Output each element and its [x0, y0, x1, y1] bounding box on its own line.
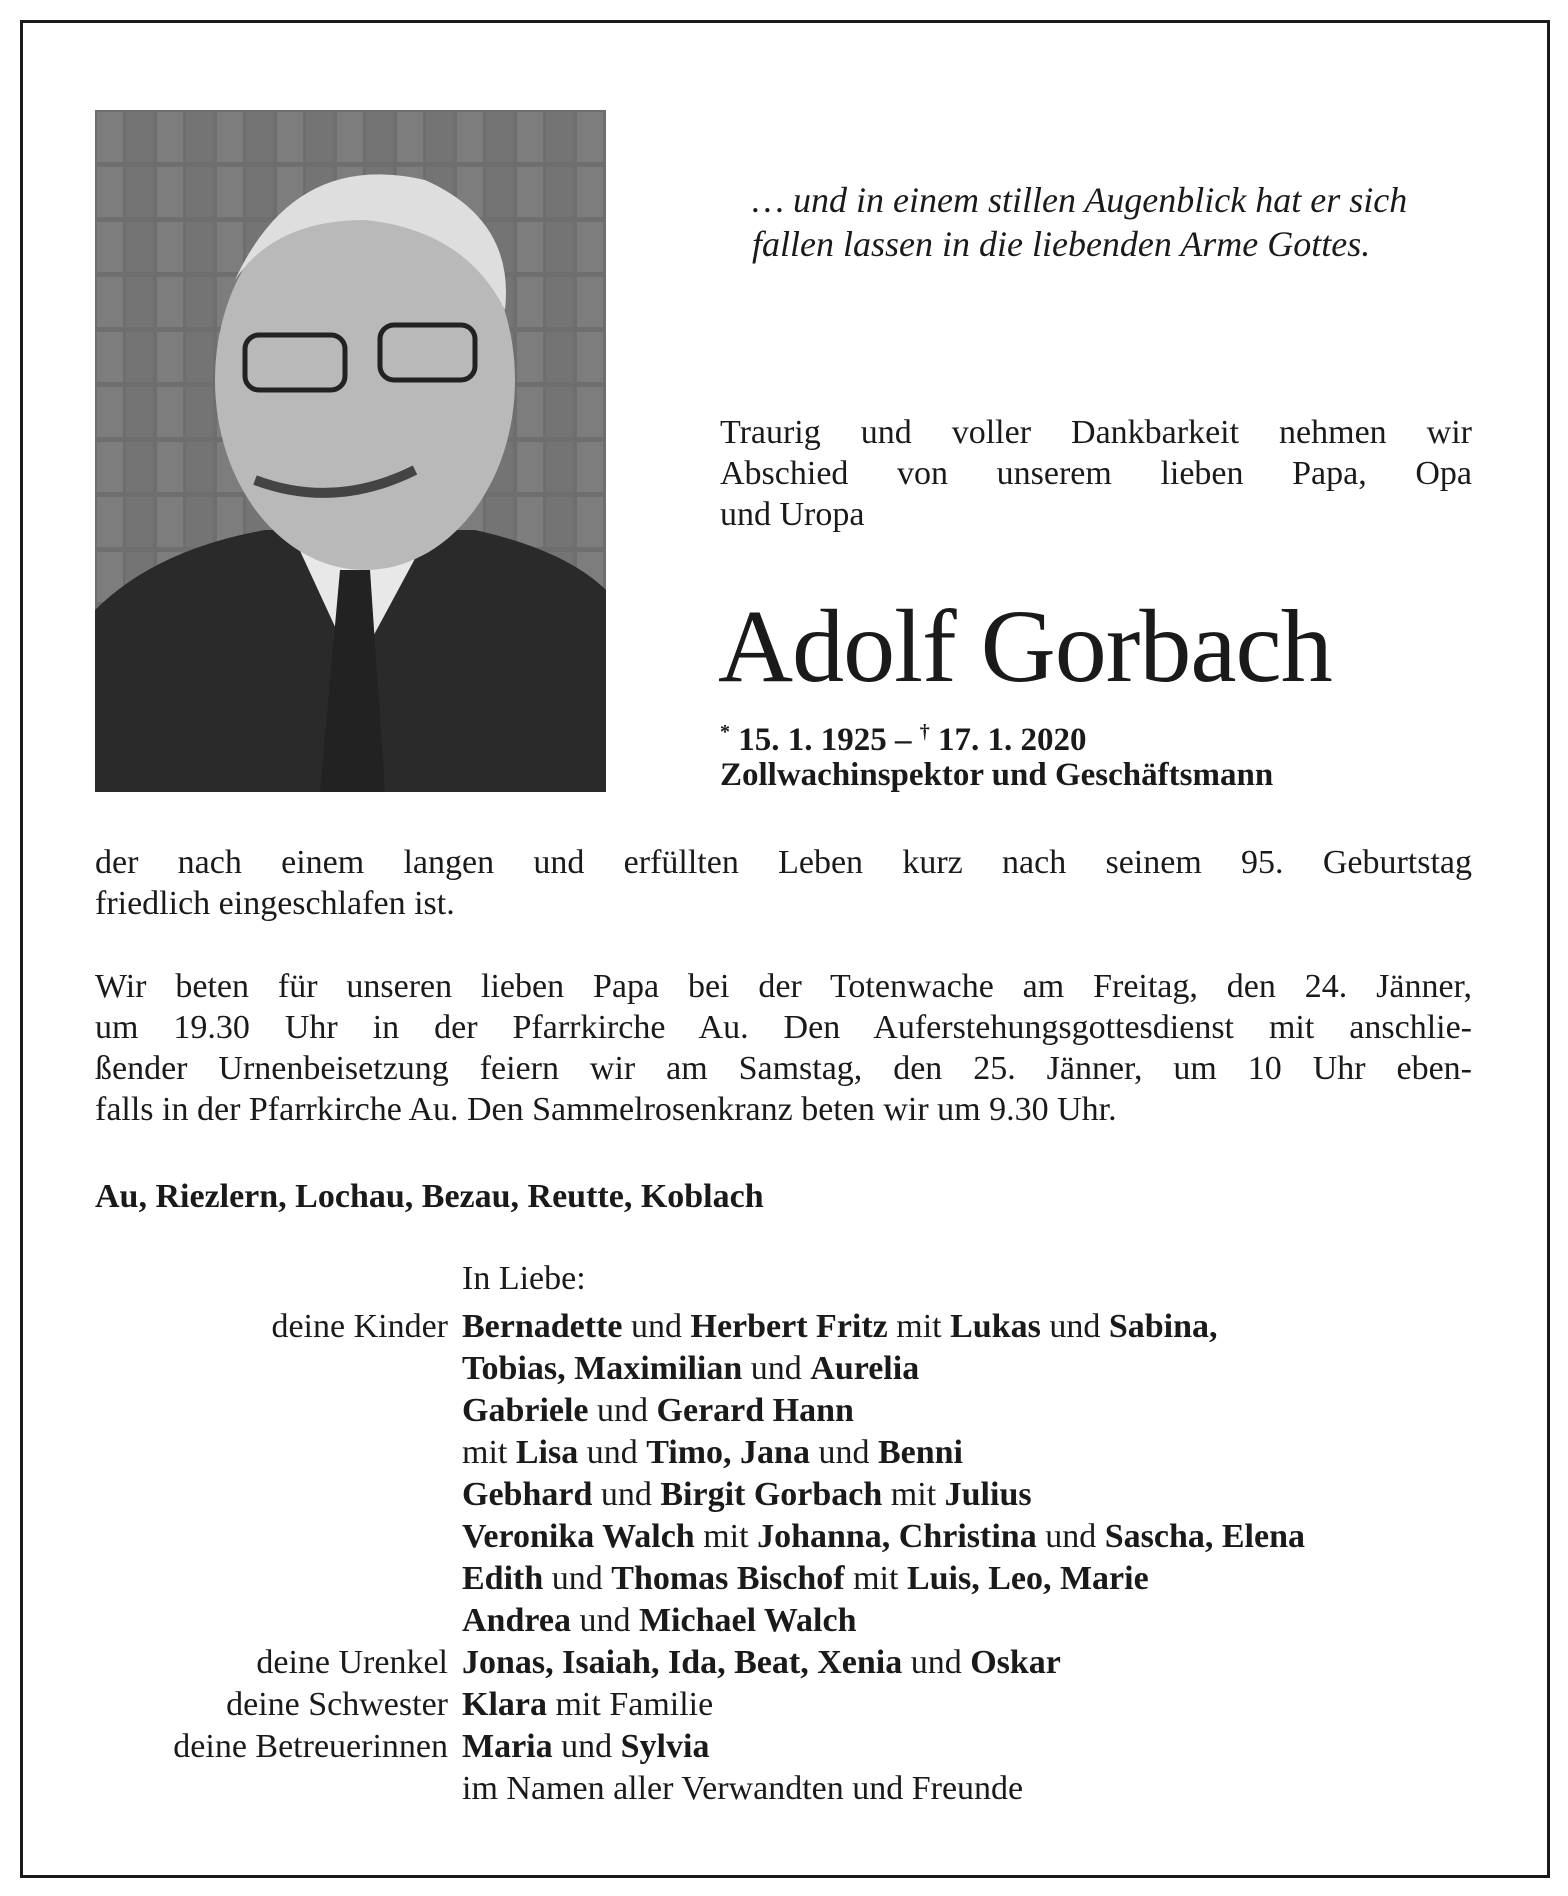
family-member-name: Veronika Walch — [462, 1518, 695, 1555]
family-names — [462, 1348, 919, 1390]
family-names — [462, 1432, 963, 1474]
family-names — [462, 1258, 586, 1300]
connector-text: mit — [694, 1518, 758, 1555]
family-names — [462, 1474, 1032, 1516]
family-list — [95, 1258, 1305, 1810]
family-relation-label — [95, 1474, 462, 1516]
family-member-name: Luis, Leo, Marie — [906, 1560, 1149, 1597]
family-member-name: Thomas Bischof — [611, 1560, 845, 1597]
birth-date: 15. 1. 1925 – — [738, 722, 912, 758]
paragraph-line: Wir beten für unseren lieben Papa bei der Totenwache am Freitag, den 24. Jänner, — [95, 968, 1472, 1005]
family-member-name: Aurelia — [810, 1350, 920, 1387]
death-cross-icon: † — [919, 721, 930, 743]
family-member-name: Sylvia — [620, 1728, 710, 1765]
family-names — [462, 1726, 709, 1768]
connector-text: mit — [844, 1560, 907, 1597]
family-names — [462, 1558, 1149, 1600]
family-member-name: Tobias, Maximilian — [462, 1350, 743, 1387]
life-dates — [720, 712, 1087, 760]
family-relation-label: deine Kinder — [271, 1308, 448, 1345]
family-member-name: Maria — [462, 1728, 553, 1765]
family-member-name: Sascha, Elena — [1104, 1518, 1305, 1555]
family-relation-label — [95, 1258, 462, 1300]
connector-text: mit Familie — [546, 1686, 714, 1723]
connector-text: und — [588, 1392, 657, 1429]
connector-text: und — [578, 1434, 647, 1471]
family-member-name: Klara — [462, 1686, 547, 1723]
connector-text: und — [622, 1308, 691, 1345]
family-names — [462, 1516, 1305, 1558]
family-relation-label: deine Urenkel — [256, 1644, 448, 1681]
family-member-name: Gerard Hann — [656, 1392, 854, 1429]
connector-text: mit — [882, 1476, 945, 1513]
death-date: 17. 1. 2020 — [938, 722, 1087, 758]
family-member-name: Bernadette — [462, 1308, 623, 1345]
intro-line: Abschied von unserem lieben Papa, Opa — [720, 455, 1472, 492]
family-names — [462, 1768, 1023, 1810]
family-relation-label: deine Betreuerinnen — [173, 1728, 448, 1765]
connector-text: und — [543, 1560, 612, 1597]
family-member-name: Julius — [944, 1476, 1032, 1513]
family-row — [95, 1768, 1305, 1810]
family-member-name: Andrea — [462, 1602, 571, 1639]
family-relation-label: deine Schwester — [226, 1686, 448, 1723]
quote-line: … und in einem stillen Augenblick hat er sich — [752, 180, 1408, 220]
connector-text: und — [570, 1602, 639, 1639]
connector-text: und — [809, 1434, 878, 1471]
family-row — [95, 1642, 1305, 1684]
family-row — [95, 1306, 1305, 1348]
intro-text — [720, 412, 1472, 535]
paragraph-line: der nach einem langen und erfüllten Leben kurz nach seinem 95. Geburtstag — [95, 844, 1472, 881]
connector-text: und — [902, 1644, 971, 1681]
family-relation-label — [95, 1516, 462, 1558]
family-member-name: Oskar — [970, 1644, 1061, 1681]
family-member-name: Sabina, — [1108, 1308, 1218, 1345]
family-row — [95, 1558, 1305, 1600]
portrait-photo — [95, 110, 606, 792]
family-row — [95, 1348, 1305, 1390]
family-row — [95, 1432, 1305, 1474]
family-relation-label — [95, 1390, 462, 1432]
family-row — [95, 1258, 1305, 1300]
places-list: Au, Riezlern, Lochau, Bezau, Reutte, Koblach — [95, 1178, 764, 1215]
family-relation-label — [95, 1558, 462, 1600]
intro-line: und Uropa — [720, 496, 865, 533]
connector-text: und — [592, 1476, 661, 1513]
connector-text: und — [1036, 1518, 1105, 1555]
paragraph-passing — [95, 842, 1472, 924]
family-names — [462, 1684, 713, 1726]
connector-text: mit — [462, 1434, 516, 1471]
family-names — [462, 1600, 856, 1642]
occupation: Zollwachinspektor und Geschäftsmann — [720, 757, 1274, 793]
family-member-name: Benni — [877, 1434, 963, 1471]
family-member-name: Gebhard — [462, 1476, 593, 1513]
connector-text: und — [742, 1350, 811, 1387]
paragraph-services — [95, 966, 1472, 1130]
family-member-name: Jonas, Isaiah, Ida, Beat, Xenia — [462, 1644, 903, 1681]
paragraph-line: friedlich eingeschlafen ist. — [95, 885, 455, 922]
connector-text: im Namen aller Verwandten und Freunde — [462, 1770, 1024, 1807]
family-row — [95, 1600, 1305, 1642]
family-member-name: Michael Walch — [638, 1602, 857, 1639]
birth-star-icon: * — [720, 721, 730, 743]
family-relation-label — [95, 1348, 462, 1390]
family-member-name: Lukas — [950, 1308, 1041, 1345]
connector-text: und — [1040, 1308, 1109, 1345]
quote-line: fallen lassen in die liebenden Arme Gottes. — [752, 224, 1371, 264]
family-names — [462, 1390, 854, 1432]
connector-text: In Liebe: — [462, 1260, 586, 1297]
family-member-name: Birgit Gorbach — [660, 1476, 883, 1513]
family-relation-label — [95, 1768, 462, 1810]
family-row — [95, 1390, 1305, 1432]
family-row — [95, 1474, 1305, 1516]
family-relation-label — [95, 1432, 462, 1474]
family-relation-label — [95, 1600, 462, 1642]
intro-line: Traurig und voller Dankbarkeit nehmen wir — [720, 414, 1472, 451]
family-member-name: Gabriele — [462, 1392, 589, 1429]
family-names — [462, 1642, 1061, 1684]
family-member-name: Lisa — [515, 1434, 579, 1471]
connector-text: und — [552, 1728, 621, 1765]
family-member-name: Herbert Fritz — [690, 1308, 888, 1345]
family-member-name: Johanna, Christina — [757, 1518, 1037, 1555]
paragraph-line: falls in der Pfarrkirche Au. Den Sammelrosenkranz beten wir um 9.30 Uhr. — [95, 1091, 1117, 1128]
family-names — [462, 1306, 1218, 1348]
paragraph-line: ßender Urnenbeisetzung feiern wir am Samstag, den 25. Jänner, um 10 Uhr eben- — [95, 1050, 1472, 1087]
family-row — [95, 1684, 1305, 1726]
deceased-name: Adolf Gorbach — [718, 589, 1332, 704]
family-row — [95, 1726, 1305, 1768]
family-member-name: Timo, Jana — [646, 1434, 810, 1471]
quote — [752, 178, 1407, 266]
family-row — [95, 1516, 1305, 1558]
paragraph-line: um 19.30 Uhr in der Pfarrkirche Au. Den Auferstehungsgottesdienst mit anschlie- — [95, 1009, 1472, 1046]
family-member-name: Edith — [462, 1560, 544, 1597]
connector-text: mit — [887, 1308, 951, 1345]
